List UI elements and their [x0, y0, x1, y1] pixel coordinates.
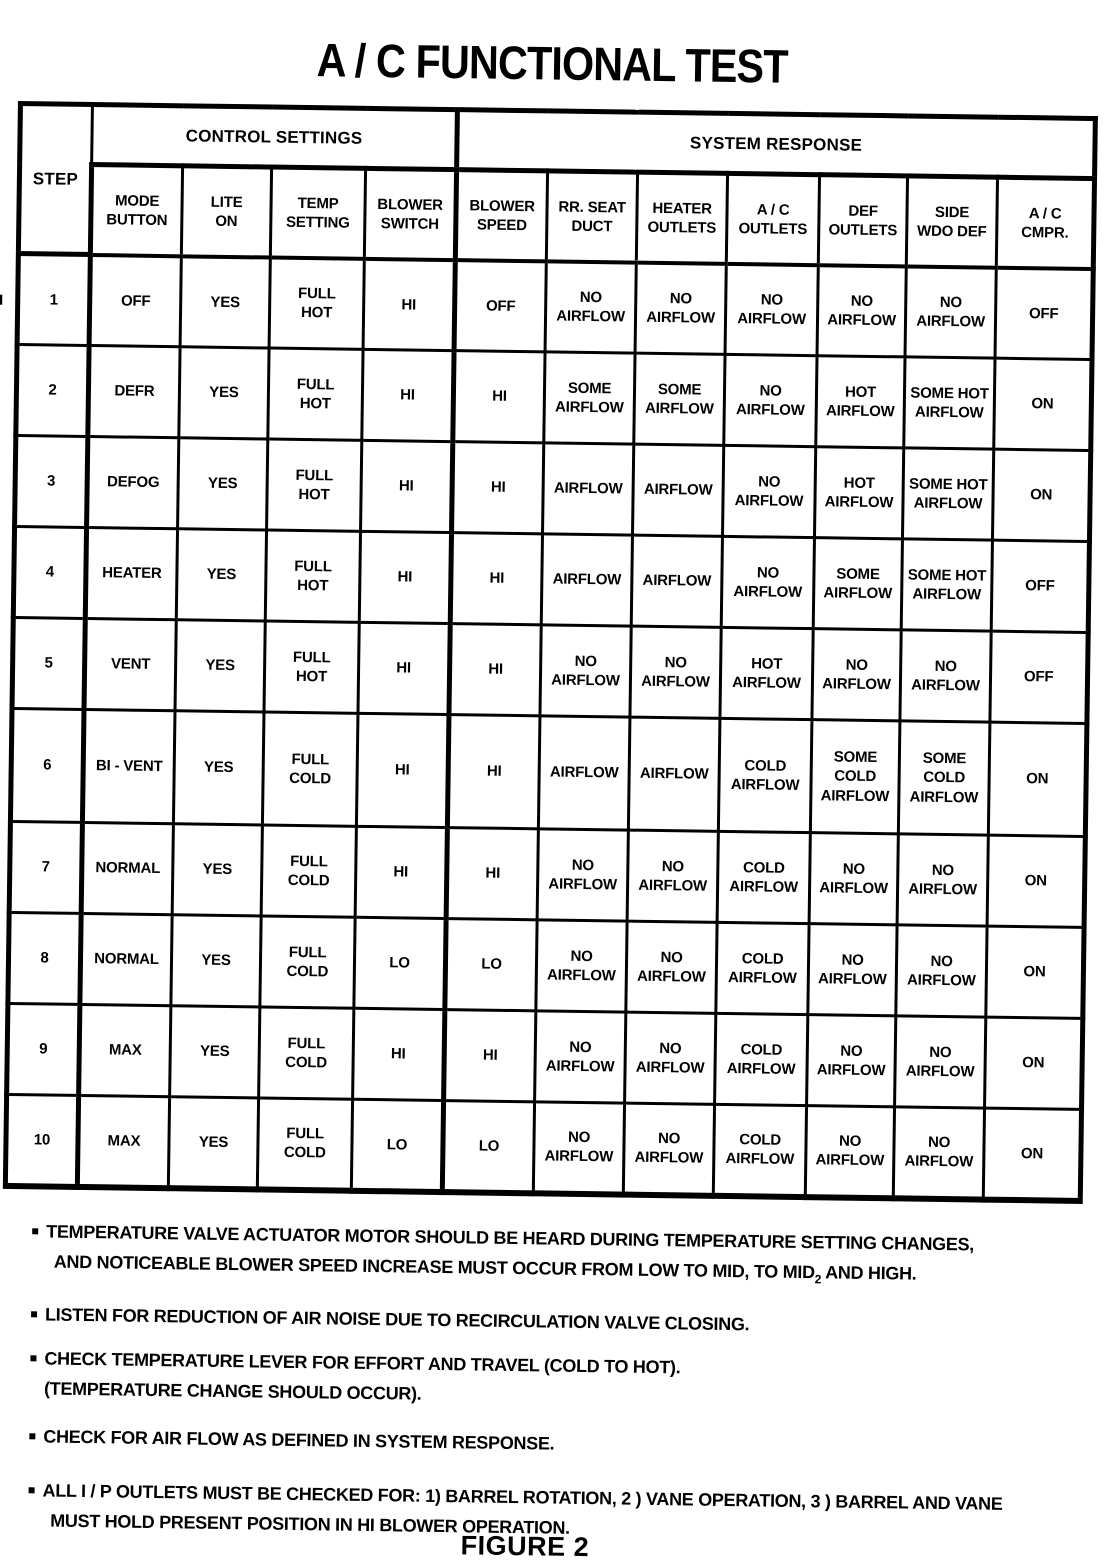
header-temp-setting: TEMP SETTING — [270, 167, 365, 258]
cell-heater-outlets: NO AIRFLOW — [630, 626, 721, 718]
cell-rr-seat-duct: SOME AIRFLOW — [544, 352, 635, 444]
table-row — [8, 912, 1084, 1018]
cell-step: 4 — [13, 526, 86, 618]
cell-blower-speed: HI — [449, 624, 541, 716]
cell-step: 1 — [17, 254, 90, 346]
cell-side-wdo-def: NO AIRFLOW — [900, 630, 991, 722]
cell-temp-setting: FULL COLD — [262, 712, 358, 826]
header-rr-seat-duct: RR. SEAT DUCT — [546, 171, 637, 262]
cell-step: 2 — [16, 345, 89, 437]
table-body — [5, 254, 1093, 1201]
cell-lite-on: YES — [173, 711, 264, 825]
cell-mode-button: VENT — [84, 618, 176, 710]
header-blower-speed: BLOWER SPEED — [455, 170, 547, 261]
header-lite-on: LITE ON — [181, 166, 271, 257]
cell-def-outlets: NO AIRFLOW — [805, 1106, 894, 1198]
header-ac-outlets: A / C OUTLETS — [726, 173, 819, 264]
functional-test-table — [3, 101, 1098, 1203]
cell-side-wdo-def: NO AIRFLOW — [895, 1016, 986, 1108]
header-heater-outlets: HEATER OUTLETS — [636, 172, 727, 263]
cell-ac-outlets: COLD AIRFLOW — [716, 922, 809, 1014]
cell-lite-on: YES — [179, 347, 269, 439]
scan-noise-speck — [0, 295, 2, 305]
table-row — [15, 436, 1091, 542]
cell-ac-outlets: COLD AIRFLOW — [715, 1013, 808, 1105]
note — [43, 1421, 1053, 1465]
cell-ac-outlets: COLD AIRFLOW — [717, 831, 810, 923]
cell-mode-button: NORMAL — [81, 822, 173, 914]
cell-blower-switch: HI — [361, 440, 453, 532]
cell-step: 3 — [15, 436, 88, 528]
header-step: STEP — [18, 104, 92, 255]
cell-temp-setting: FULL COLD — [259, 1007, 354, 1099]
cell-mode-button: MAX — [77, 1095, 169, 1187]
note-line: (TEMPERATURE CHANGE SHOULD OCCUR). — [43, 1378, 422, 1404]
header-mode-button: MODE BUTTON — [90, 165, 182, 256]
cell-rr-seat-duct: NO AIRFLOW — [540, 625, 631, 717]
cell-ac-cmpr: OFF — [995, 267, 1093, 359]
header-side-wdo-def: SIDE WDO DEF — [906, 176, 997, 267]
cell-step: 7 — [9, 821, 82, 913]
cell-blower-switch: HI — [359, 531, 451, 623]
cell-step: 8 — [8, 912, 81, 1004]
header-blower-switch: BLOWER SWITCH — [364, 168, 456, 259]
table-row — [9, 821, 1085, 927]
table-row — [12, 617, 1088, 723]
cell-blower-speed: OFF — [454, 260, 546, 352]
cell-heater-outlets: AIRFLOW — [631, 535, 722, 627]
cell-heater-outlets: NO AIRFLOW — [635, 262, 726, 354]
cell-blower-switch: HI — [363, 258, 455, 350]
note — [44, 1343, 1055, 1417]
note-line: MUST HOLD PRESENT POSITION IN HI BLOWER OPERATION. — [50, 1510, 570, 1538]
cell-heater-outlets: AIRFLOW — [633, 444, 724, 536]
table-row — [10, 708, 1087, 836]
cell-step: 10 — [5, 1094, 78, 1186]
cell-temp-setting: FULL HOT — [267, 439, 362, 531]
cell-ac-cmpr: ON — [987, 835, 1085, 927]
cell-def-outlets: NO AIRFLOW — [809, 833, 898, 925]
cell-side-wdo-def: SOME HOT AIRFLOW — [901, 539, 992, 631]
cell-ac-outlets: COLD AIRFLOW — [713, 1104, 806, 1196]
cell-def-outlets: NO AIRFLOW — [807, 1015, 896, 1107]
cell-rr-seat-duct: AIRFLOW — [543, 443, 634, 535]
note — [45, 1299, 1055, 1343]
cell-heater-outlets: NO AIRFLOW — [626, 921, 717, 1013]
cell-mode-button: HEATER — [85, 527, 177, 619]
cell-blower-switch: LO — [351, 1099, 443, 1191]
cell-step: 6 — [10, 708, 84, 822]
bullet-icon — [29, 1487, 35, 1493]
cell-blower-speed: HI — [446, 828, 538, 920]
cell-ac-outlets: COLD AIRFLOW — [718, 718, 812, 832]
cell-heater-outlets: SOME AIRFLOW — [634, 353, 725, 445]
cell-rr-seat-duct: NO AIRFLOW — [545, 261, 636, 353]
bullet-icon — [29, 1433, 35, 1439]
cell-mode-button: MAX — [79, 1004, 171, 1096]
cell-lite-on: YES — [176, 529, 266, 621]
cell-ac-cmpr: OFF — [990, 631, 1088, 723]
table-header — [18, 104, 1095, 269]
cell-ac-cmpr: OFF — [991, 540, 1089, 632]
bullet-icon — [31, 1311, 37, 1317]
cell-temp-setting: FULL HOT — [269, 257, 364, 349]
table-row — [16, 345, 1092, 451]
cell-side-wdo-def: SOME HOT AIRFLOW — [903, 448, 994, 540]
cell-def-outlets: SOME COLD AIRFLOW — [810, 720, 900, 834]
cell-temp-setting: FULL COLD — [261, 825, 356, 917]
note — [45, 1217, 1056, 1298]
cell-blower-speed: HI — [447, 715, 540, 829]
cell-ac-cmpr: ON — [985, 1017, 1083, 1109]
subscript-text: 2 — [814, 1272, 822, 1287]
cell-ac-cmpr: ON — [988, 722, 1087, 836]
page-title-text: A / C FUNCTIONAL TEST — [316, 33, 789, 93]
note-line: CHECK FOR AIR FLOW AS DEFINED IN SYSTEM RESPONSE. — [43, 1426, 555, 1454]
bullet-icon — [30, 1355, 36, 1361]
cell-mode-button: DEFOG — [87, 437, 179, 529]
cell-lite-on: YES — [170, 1006, 260, 1098]
note-line: ALL I / P OUTLETS MUST BE CHECKED FOR: 1) BARREL ROTATION, 2 ) VANE OPERATION, 3 ) BARREL AND VANE — [42, 1480, 1003, 1514]
cell-def-outlets: SOME AIRFLOW — [813, 538, 902, 630]
cell-rr-seat-duct: AIRFLOW — [541, 534, 632, 626]
cell-heater-outlets: AIRFLOW — [628, 717, 720, 831]
cell-def-outlets: NO AIRFLOW — [812, 629, 901, 721]
cell-ac-cmpr: ON — [993, 449, 1091, 541]
table-row — [7, 1003, 1083, 1109]
cell-ac-outlets: NO AIRFLOW — [723, 445, 816, 537]
cell-heater-outlets: NO AIRFLOW — [625, 1012, 716, 1104]
note-line: AND NOTICEABLE BLOWER SPEED INCREASE MUST OCCUR FROM LOW TO MID, TO $MID_2$ AND HIGH. — [53, 1251, 917, 1287]
cell-def-outlets: NO AIRFLOW — [817, 265, 906, 357]
cell-lite-on: YES — [172, 824, 262, 916]
cell-lite-on: YES — [180, 256, 270, 348]
cell-blower-speed: HI — [453, 351, 545, 443]
table-row — [17, 254, 1093, 360]
header-ac-cmpr: A / C CMPR. — [996, 177, 1094, 268]
note-line: TEMPERATURE VALVE ACTUATOR MOTOR SHOULD BE HEARD DURING TEMPERATURE SETTING CHANGES, — [46, 1221, 975, 1255]
cell-rr-seat-duct: NO AIRFLOW — [537, 829, 628, 921]
cell-blower-speed: LO — [442, 1101, 534, 1193]
cell-side-wdo-def: SOME HOT AIRFLOW — [904, 357, 995, 449]
cell-blower-switch: HI — [353, 1008, 445, 1100]
note-line: CHECK TEMPERATURE LEVER FOR EFFORT AND TRAVEL (COLD TO HOT). — [44, 1348, 681, 1378]
cell-mode-button: NORMAL — [80, 913, 172, 1005]
cell-temp-setting: FULL COLD — [260, 916, 355, 1008]
cell-blower-switch: HI — [358, 622, 450, 714]
cell-temp-setting: FULL HOT — [264, 621, 359, 713]
column-header-row — [18, 164, 1094, 269]
cell-mode-button: BI - VENT — [82, 709, 175, 823]
notes-list — [42, 1217, 1057, 1567]
cell-blower-switch: HI — [362, 349, 454, 441]
cell-side-wdo-def: SOME COLD AIRFLOW — [898, 721, 990, 835]
cell-ac-outlets: HOT AIRFLOW — [720, 627, 813, 719]
cell-mode-button: OFF — [89, 255, 181, 347]
cell-ac-outlets: NO AIRFLOW — [725, 263, 818, 355]
cell-ac-cmpr: ON — [986, 926, 1084, 1018]
cell-step: 9 — [7, 1003, 80, 1095]
cell-ac-outlets: NO AIRFLOW — [724, 354, 817, 446]
cell-temp-setting: FULL HOT — [265, 530, 360, 622]
cell-def-outlets: HOT AIRFLOW — [816, 356, 905, 448]
cell-ac-cmpr: ON — [994, 358, 1092, 450]
cell-def-outlets: NO AIRFLOW — [808, 924, 897, 1016]
cell-side-wdo-def: NO AIRFLOW — [905, 266, 996, 358]
cell-heater-outlets: NO AIRFLOW — [627, 830, 718, 922]
header-group-control-settings: CONTROL SETTINGS — [92, 105, 458, 170]
cell-def-outlets: HOT AIRFLOW — [815, 447, 904, 539]
cell-lite-on: YES — [178, 438, 268, 530]
cell-blower-switch: HI — [356, 713, 449, 827]
cell-ac-outlets: NO AIRFLOW — [721, 536, 814, 628]
cell-rr-seat-duct: NO AIRFLOW — [536, 920, 627, 1012]
cell-blower-speed: LO — [445, 919, 537, 1011]
cell-side-wdo-def: NO AIRFLOW — [897, 834, 988, 926]
cell-blower-speed: HI — [450, 533, 542, 625]
cell-temp-setting: FULL HOT — [268, 348, 363, 440]
cell-mode-button: DEFR — [88, 346, 180, 438]
cell-rr-seat-duct: NO AIRFLOW — [533, 1102, 624, 1194]
cell-lite-on: YES — [175, 620, 265, 712]
bullet-icon — [32, 1228, 38, 1234]
table-row — [13, 526, 1089, 632]
cell-heater-outlets: NO AIRFLOW — [623, 1103, 714, 1195]
cell-ac-cmpr: ON — [983, 1108, 1081, 1200]
header-def-outlets: DEF OUTLETS — [818, 175, 907, 266]
cell-blower-speed: HI — [452, 442, 544, 534]
cell-lite-on: YES — [171, 915, 261, 1007]
table-row — [5, 1094, 1081, 1200]
cell-blower-speed: HI — [444, 1010, 536, 1102]
cell-lite-on: YES — [168, 1097, 258, 1189]
cell-rr-seat-duct: NO AIRFLOW — [535, 1011, 626, 1103]
cell-side-wdo-def: NO AIRFLOW — [896, 925, 987, 1017]
cell-temp-setting: FULL COLD — [257, 1098, 352, 1190]
header-group-system-response: SYSTEM RESPONSE — [457, 110, 1096, 179]
page-title — [0, 28, 1104, 98]
note-line: LISTEN FOR REDUCTION OF AIR NOISE DUE TO RECIRCULATION VALVE CLOSING. — [44, 1304, 750, 1335]
cell-rr-seat-duct: AIRFLOW — [538, 716, 630, 830]
figure-label: FIGURE 2 — [460, 1530, 590, 1563]
cell-side-wdo-def: NO AIRFLOW — [893, 1107, 984, 1199]
cell-step: 5 — [12, 617, 85, 709]
cell-blower-switch: HI — [355, 826, 447, 918]
cell-blower-switch: LO — [354, 917, 446, 1009]
